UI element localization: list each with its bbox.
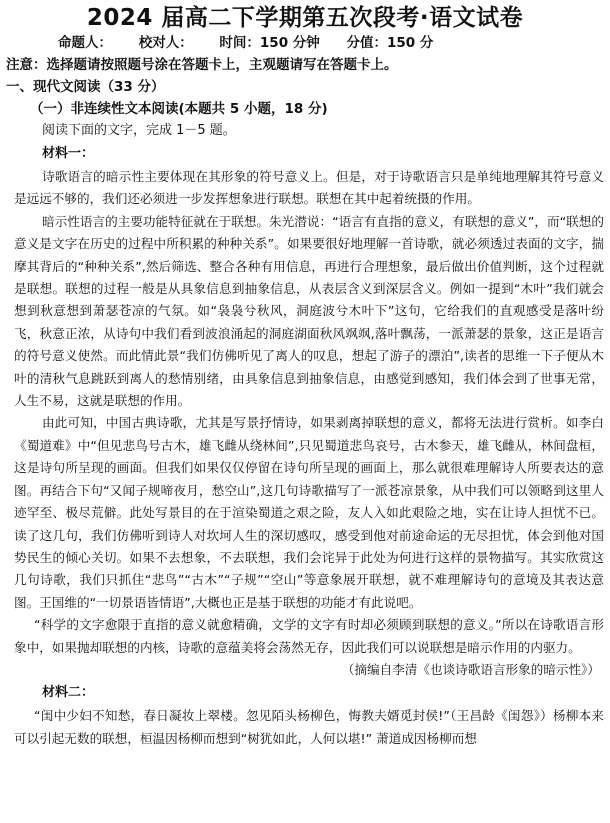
subsection-heading: （一）非连续性文本阅读(本题共 5 小题，18 分) bbox=[30, 101, 328, 117]
material-one-label: 材料一： bbox=[42, 146, 95, 161]
setter-label: 命题人： bbox=[58, 35, 112, 51]
exam-notice: 注意：选择题请按照题号涂在答题卡上，主观题请写在答题卡上。 bbox=[6, 57, 398, 73]
material-one-paragraph: 暗示性语言的主要功能特征就在于联想。朱光潜说：“语言有直指的意义，有联想的意义”，而“联想的意义是文字在历史的过程中所积累的种种关系”。如果要很好地理解一首诗歌，就必须透过表面的文字，揣摩其背后的“种种关系”,然后筛选、整合各种有用信息，再进行合理想象，最后做出价值判断，这个过程就是联想。联想的过程一般是从具象信息到抽象信息，从表层含义到深层含义。例如一提到“木叶”我们就会想到秋意想到萧瑟苍凉的气氛。如“袅袅兮秋风，洞庭波兮木叶下”这句，它给我们的直观感受是落叶纷飞，秋意正浓，从诗句中我们看到波浪涌起的洞庭湖面秋风飒飒,落叶飘荡，一派萧瑟的景象，这正是语言的符号意义使然。而此情此景“我们仿佛听见了离人的叹息，想起了游子的漂泊”,读者的思维一下子便从木叶的清秋气息跳跃到离人的愁情别绪，由具象信息到抽象信息，由感觉到感知，我们体会到了世事无常，人生不易，这就是联想的作用。 bbox=[14, 213, 604, 409]
material-two-label: 材料二： bbox=[42, 685, 95, 701]
time-label: 时间：150 分钟 bbox=[219, 35, 320, 51]
checker-label: 校对人： bbox=[138, 35, 193, 51]
section-heading: 一、现代文阅读（33 分） bbox=[6, 79, 165, 95]
exam-meta-line bbox=[0, 32, 610, 54]
score-label: 分值：150 分 bbox=[346, 35, 434, 51]
material-one-paragraph: 由此可知，中国古典诗歌，尤其是写景抒情诗，如果剥离掉联想的意义，都将无法进行赏析。如李白《蜀道难》中“但见悲鸟号古木，雄飞雌从绕林间”,只见蜀道悲鸟哀号，古木参天，雄飞雌从，林间盘桓，这是诗句所呈现的画面。但我们如果仅仅停留在诗句所呈现的画面上，那么就很难理解诗人所要表达的意图。再结合下句“又闻子规啼夜月，愁空山”,这几句诗歌描写了一派苍凉景象，从中我们可以领略到这里人迹罕至、极尽荒僻。此处写景目的在于渲染蜀道之艰之险，友人入如此艰险之地，实在让诗人担忧不已。读了这几句，我们仿佛听到诗人对坎坷人生的深切感叹，感受到他对前途命运的无尽担忧，体会到他对国势民生的倾心关切。如果不去想象，不去联想，我们会诧异于此处为何进行这样的景物描写。其实欣赏这几句诗歌，我们只抓住“悲鸟”“古木”“子规”“空山”等意象展开联想，就不难理解诗句的意境及其表达意图。王国维的“一切景语皆情语”,大概也正是基于联想的功能才有此说吧。 bbox=[14, 415, 604, 610]
material-two-paragraph: “闺中少妇不知愁，春日凝妆上翠楼。忽见陌头杨柳色，悔教夫婿觅封侯!”（王昌龄《闺怨》）杨柳本来可以引起无数的联想，桓温因杨柳而想到“树犹如此，人何以堪!” 萧道成因杨柳而想 bbox=[14, 708, 604, 746]
exam-title: 2024 届高二下学期第五次段考·语文试卷 bbox=[86, 5, 524, 31]
reading-instruction: 阅读下面的文字，完成 1－5 题。 bbox=[42, 123, 236, 138]
material-one-paragraph: 诗歌语言的暗示性主要体现在其形象的符号意义上。但是，对于诗歌语言只是单纯地理解其符号意义是远远不够的，我们还必须进一步发挥想象进行联想。联想在其中起着统摄的作用。 bbox=[14, 169, 604, 207]
material-one-source: （摘编自李清《也谈诗歌语言形象的暗示性》） bbox=[341, 661, 600, 677]
material-one-paragraph: “科学的文字愈限于直指的意义就愈精确，文学的文字有时却必须顾到联想的意义。”所以在诗歌语言形象中，如果抛却联想的内核，诗歌的意蕴美将会荡然无存，因此我们可以说联想是暗示作用的内驱力。 bbox=[14, 617, 604, 655]
